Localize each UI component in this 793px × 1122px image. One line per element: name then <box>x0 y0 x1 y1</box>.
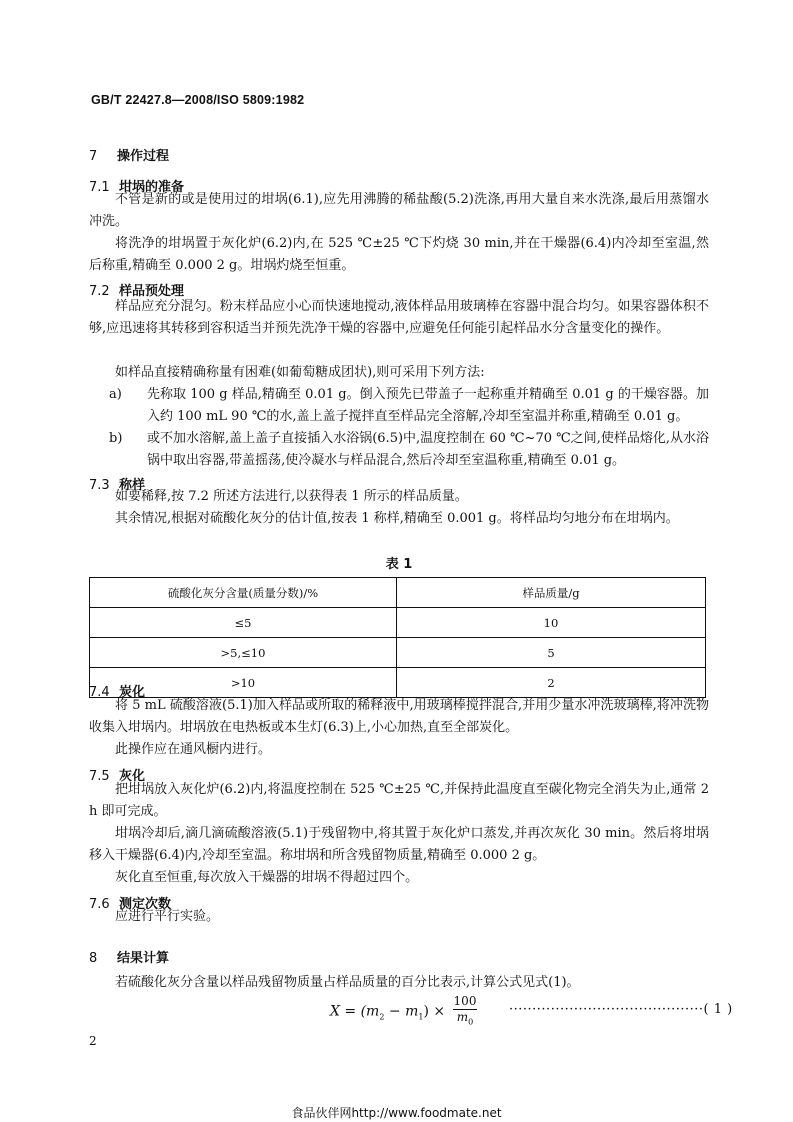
section-number: 7.1 <box>89 180 110 195</box>
paragraph: 坩埚冷却后,滴几滴硫酸溶液(5.1)于残留物中,将其置于灰化炉口蒸发,并再次灰化 30 min。然后将坩埚移入干燥器(6.4)内,冷却至室温。称坩埚和所含残留物质量,精确至 0.000 2 g。 <box>89 826 709 863</box>
paragraph: 灰化直至恒重,每次放入干燥器的坩埚不得超过四个。 <box>115 870 419 885</box>
section-number: 8 <box>89 951 98 966</box>
section-number: 7.6 <box>89 897 110 912</box>
section-number: 7 <box>89 149 98 164</box>
section-title: 炭化 <box>119 685 146 700</box>
page-number: 2 <box>89 1034 97 1048</box>
section-title: 测定次数 <box>119 897 172 912</box>
section-number: 7.5 <box>89 769 110 784</box>
paragraph: 不管是新的或是使用过的坩埚(6.1),应先用沸腾的稀盐酸(5.2)洗涤,再用大量自来水洗涤,最后用蒸馏水冲洗。 <box>89 192 709 229</box>
sample-mass-table <box>89 577 706 698</box>
standard-header: GB/T 22427.8—2008/ISO 5809:1982 <box>91 93 305 107</box>
section-number: 7.2 <box>89 284 110 299</box>
table-cell: 10 <box>397 608 706 638</box>
paragraph: 此操作应在通风橱内进行。 <box>115 742 272 757</box>
list-item-a <box>89 384 709 428</box>
fraction-denominator <box>453 1010 478 1029</box>
paragraph: 若硫酸化灰分含量以样品残留物质量占样品质量的百分比表示,计算公式见式(1)。 <box>115 975 580 990</box>
paragraph: 将 5 mL 硫酸溶液(5.1)加入样品或所取的稀释液中,用玻璃棒搅拌混合,并用少量水冲洗玻璃棒,将冲洗物收集入坩埚内。坩埚放在电热板或本生灯(6.3)上,小心加热,直至全部炭化。 <box>89 698 709 735</box>
column-header: 样品质量/g <box>397 578 706 608</box>
table-cell: 2 <box>397 668 706 698</box>
section-number: 7.3 <box>89 478 110 493</box>
list-marker: a) <box>109 387 122 402</box>
table-row <box>90 668 706 698</box>
footer-watermark: 食品伙伴网http://www.foodmate.net <box>291 1106 502 1120</box>
list-text: 先称取 100 g 样品,精确至 0.01 g。倒入预先已带盖子一起称重并精确至 0.01 g 的干燥容器。加入约 100 mL 90 ℃的水,盖上盖子搅拌直至样品完全溶解,冷却至室温并称重,精确至 0.01 g。 <box>147 387 709 424</box>
paragraph: 如要稀释,按 7.2 所述方法进行,以获得表 1 所示的样品质量。 <box>115 489 468 504</box>
section-title: 结果计算 <box>117 951 170 966</box>
equation-number: ··········································( 1 ) <box>509 1002 733 1017</box>
fraction-numerator: 100 <box>453 994 477 1008</box>
table-caption: 表 1 <box>385 557 413 572</box>
section-title: 坩埚的准备 <box>119 180 185 195</box>
formula-rhs: ) × <box>423 1003 446 1020</box>
list-item-b <box>89 428 709 472</box>
paragraph: 如样品直接精确称量有困难(如葡萄糖成团状),则可采用下列方法: <box>115 365 485 380</box>
section-title: 灰化 <box>119 769 146 784</box>
table-cell: 5 <box>397 638 706 668</box>
table-cell: >10 <box>90 668 397 698</box>
formula-subscript: 2 <box>379 1012 385 1022</box>
section-title: 称样 <box>119 478 146 493</box>
formula-subscript: 0 <box>468 1017 474 1027</box>
list-marker: b) <box>109 431 123 446</box>
section-7-heading <box>89 145 169 164</box>
paragraph: 把坩埚放入灰化炉(6.2)内,将温度控制在 525 ℃±25 ℃,并保持此温度直至碳化物完全消失为止,通常 2 h 即可完成。 <box>89 782 709 819</box>
section-title: 操作过程 <box>117 149 170 164</box>
column-header: 硫酸化灰分含量(质量分数)/% <box>90 578 397 608</box>
paragraph: 其余情况,根据对硫酸化灰分的估计值,按表 1 称样,精确至 0.001 g。将样品均匀地分布在坩埚内。 <box>115 511 679 526</box>
list-text: 或不加水溶解,盖上盖子直接插入水浴锅(6.5)中,温度控制在 60 ℃~70 ℃之间,使样品熔化,从水浴锅中取出容器,带盖摇荡,使冷凝水与样品混合,然后冷却至室温称重,精确至 0.01 g。 <box>147 431 709 468</box>
table-cell: ≤5 <box>90 608 397 638</box>
formula-lhs: X = (m <box>330 1003 380 1020</box>
formula-1 <box>330 994 477 1029</box>
denominator-symbol: m <box>456 1010 469 1024</box>
table-header-row <box>90 578 706 608</box>
section-title: 样品预处理 <box>119 284 185 299</box>
paragraph: 将洗净的坩埚置于灰化炉(6.2)内,在 525 ℃±25 ℃下灼烧 30 min,并在干燥器(6.4)内冷却至室温,然后称重,精确至 0.000 2 g。坩埚灼烧至恒重。 <box>89 236 709 273</box>
table-row <box>90 638 706 668</box>
formula-fraction <box>453 994 478 1029</box>
section-number: 7.4 <box>89 685 110 700</box>
table-cell: >5,≤10 <box>90 638 397 668</box>
paragraph: 应进行平行实验。 <box>115 909 220 924</box>
paragraph: 样品应充分混匀。粉末样品应小心而快速地搅动,液体样品用玻璃棒在容器中混合均匀。如果容器体积不够,应迅速将其转移到容积适当并预先洗净干燥的容器中,应避免任何能引起样品水分含量变化的操作。 <box>89 299 709 336</box>
formula-mid: − m <box>384 1003 419 1020</box>
formula-subscript: 1 <box>418 1012 424 1022</box>
section-8-heading <box>89 947 169 966</box>
table-row <box>90 608 706 638</box>
